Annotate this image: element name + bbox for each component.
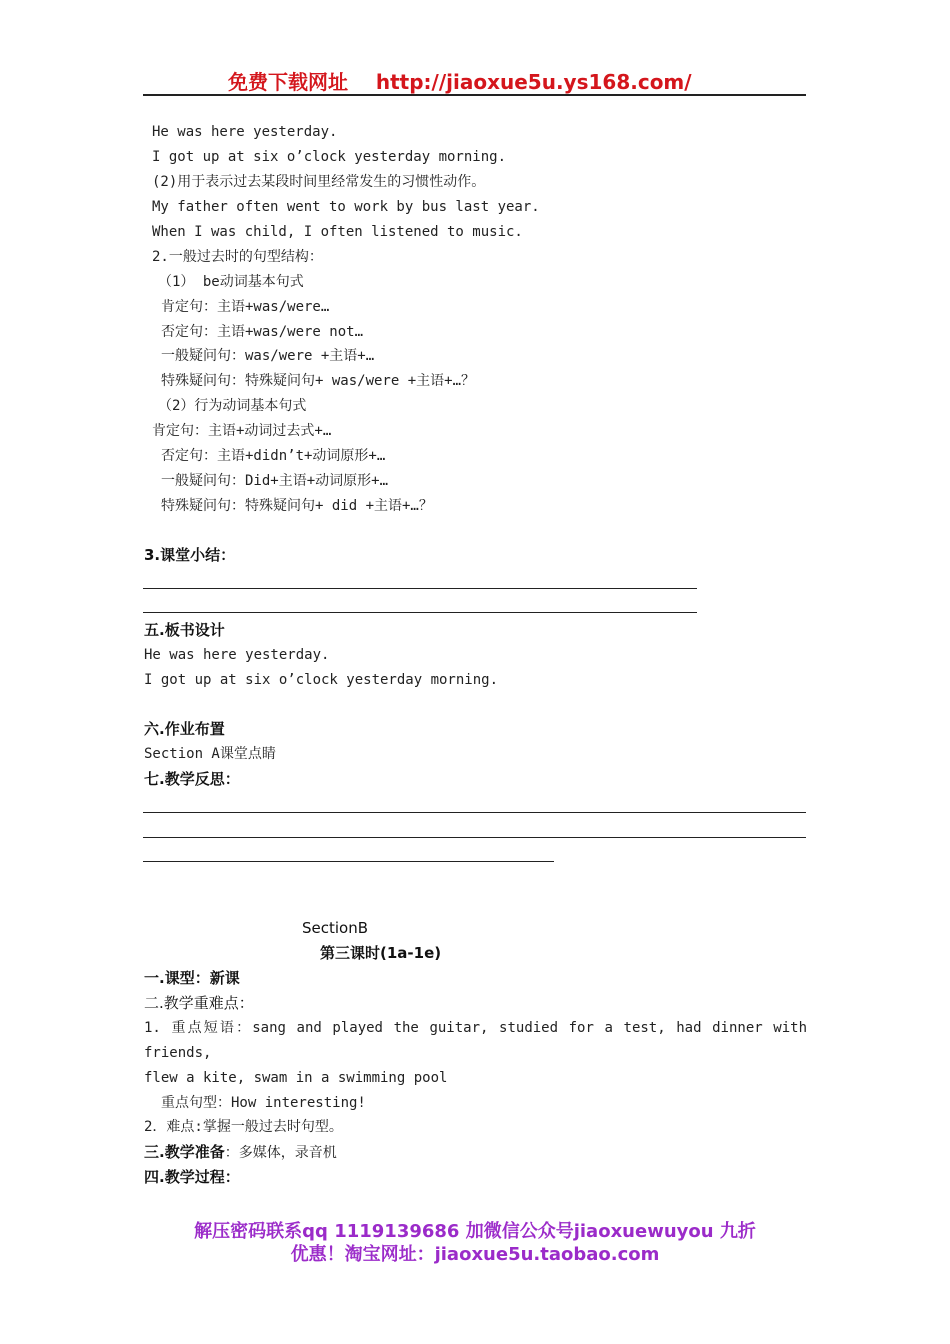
text-line: 否定句：主语+didn’t+动词原形+… <box>161 448 386 464</box>
text-line: 否定句：主语+was/were not… <box>161 324 364 340</box>
text-line: He was here yesterday. <box>152 124 338 140</box>
text-line: 肯定句：主语+was/were… <box>161 299 330 315</box>
footer-line-2: 优惠！淘宝网址：jiaoxue5u.taobao.com <box>290 1244 660 1265</box>
text-line: 一般疑问句：was/were +主语+… <box>161 348 375 364</box>
text-line: 2．难点:掌握一般过去时句型。 <box>144 1119 343 1135</box>
summary-heading: 3.课堂小结： <box>144 546 236 564</box>
text-line: 2.一般过去时的句型结构： <box>152 249 323 265</box>
text-line: (2)用于表示过去某段时间里经常发生的习惯性动作。 <box>152 174 486 190</box>
text-line: I got up at six o’clock yesterday morning. <box>152 149 507 165</box>
answer-line <box>143 837 806 838</box>
header-title: 免费下载网址 <box>228 70 348 94</box>
text-line: friends, <box>144 1045 212 1061</box>
reflection-heading: 七.教学反思： <box>144 770 240 788</box>
lesson-type: 一.课型：新课 <box>144 969 240 987</box>
text-line: （1） be动词基本句式 <box>158 274 304 290</box>
answer-line <box>143 861 554 862</box>
text-line: 重点句型：How interesting! <box>161 1095 366 1111</box>
text-line: My father often went to work by bus last year. <box>152 199 540 215</box>
text-line: When I was child, I often listened to music. <box>152 224 523 240</box>
text-line: （2）行为动词基本句式 <box>158 398 307 414</box>
text-line: He was here yesterday. <box>144 647 330 663</box>
answer-line <box>143 612 697 613</box>
text-line: 特殊疑问句：特殊疑问句+ did +主语+…？ <box>161 498 433 514</box>
lesson-title: 第三课时(1a-1e) <box>320 944 442 962</box>
text-line: 一般疑问句：Did+主语+动词原形+… <box>161 473 389 489</box>
text-line: flew a kite, swam in a swimming pool <box>144 1070 448 1086</box>
section-title: SectionB <box>302 919 369 937</box>
key-heading: 二.教学重难点： <box>144 994 254 1012</box>
footer-line-1: 解压密码联系qq 1119139686 加微信公众号jiaoxuewuyou 九折 <box>194 1221 756 1242</box>
header-rule <box>143 94 806 96</box>
text-line: I got up at six o’clock yesterday morning. <box>144 672 499 688</box>
board-heading: 五.板书设计 <box>144 621 225 639</box>
header-url[interactable]: http://jiaoxue5u.ys168.com/ <box>375 70 692 94</box>
answer-line <box>143 588 697 589</box>
process-heading: 四.教学过程： <box>144 1168 240 1186</box>
text-line: 特殊疑问句：特殊疑问句+ was/were +主语+…？ <box>161 373 476 389</box>
text-line: Section A课堂点睛 <box>144 746 276 762</box>
prep-value: ：多媒体，录音机 <box>224 1145 337 1161</box>
header-banner <box>228 66 692 95</box>
text-line: 1. 重点短语：sang and played the guitar, studied for a test, had dinner with <box>144 1020 807 1036</box>
answer-line <box>143 812 806 813</box>
homework-heading: 六.作业布置 <box>144 720 225 738</box>
prep-label: 三.教学准备 <box>144 1143 225 1161</box>
text-line: 肯定句：主语+动词过去式+… <box>152 423 332 439</box>
prep-line <box>144 1142 337 1163</box>
